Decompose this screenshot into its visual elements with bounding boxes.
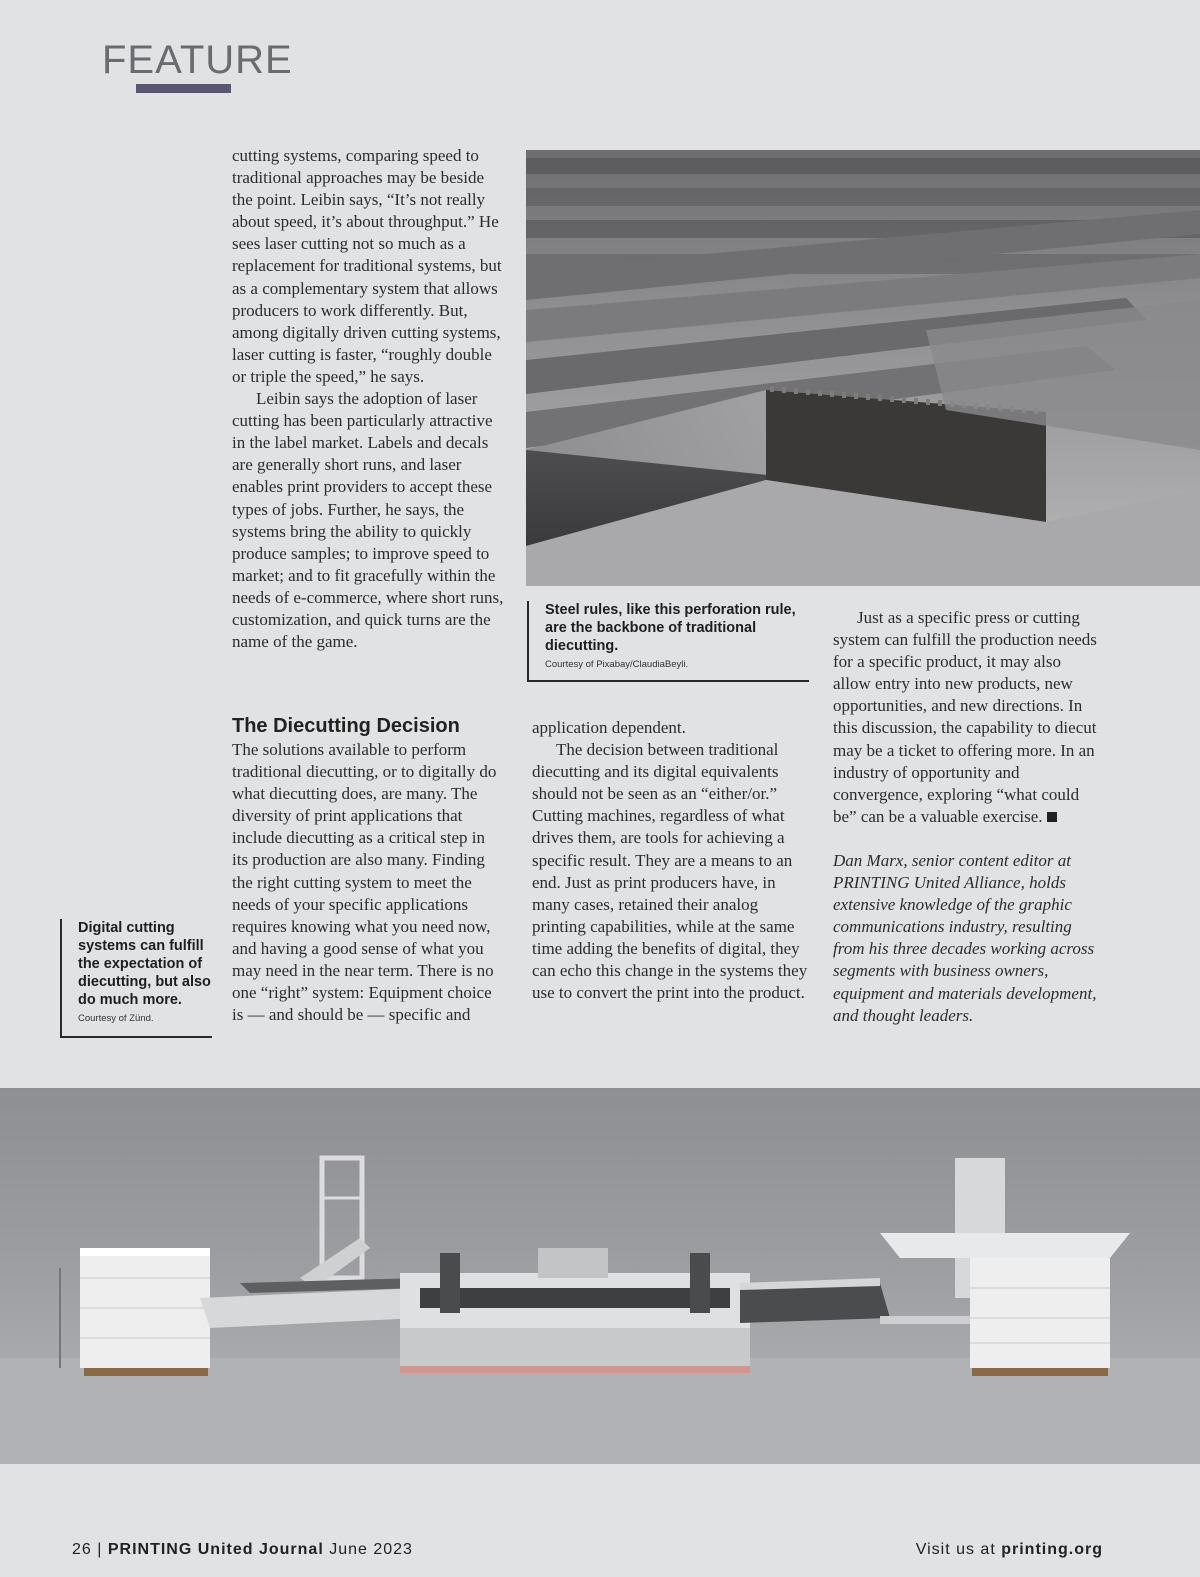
photo-caption — [60, 919, 212, 1038]
publication-name: PRINTING United Journal — [107, 1541, 324, 1558]
cutting-machine-illustration — [0, 1088, 1200, 1464]
caption-title: Steel rules, like this perforation rule, are the backbone of traditional diecutting. — [545, 602, 796, 654]
machine-body — [400, 1248, 750, 1373]
paragraph: The solutions available to perform traditional diecutting, or to digitally do what diecutting does, are many. The diversity of print applications that include diecutting as a critical step in its production are also many. Finding the right cutting system to meet the needs of your specific applications requires knowing what you need now, and having a good sense of what you may need in the near term. There is no one “right” system: Equipment choice is — and should be — specific and — [232, 740, 497, 1025]
steel-rules-illustration — [526, 150, 1200, 586]
footer-publication-info — [72, 1541, 413, 1559]
paragraph-text: Just as a specific press or cutting system can fulfill the production needs for a specific product, it may also allow entry into new products, new opportunities, and new directions. In this discussion, the capability to diecut may be a ticket to offering more. In an industry of opportunity and convergence, exploring “what could be” can be a valuable exercise. — [833, 608, 1097, 826]
paragraph: Leibin says the adoption of laser cutting has been particularly attractive in the label market. Labels and decals are generally short runs, and laser enables print providers to accept these types of jobs. Further, he says, the systems bring the ability to quickly produce samples; to improve speed to market; and to fit gracefully within the needs of e-commerce, where short runs, customization, and quick turns are the name of the game. — [232, 389, 504, 652]
article-column-1-bottom — [232, 739, 504, 1026]
website-link[interactable]: printing.org — [1001, 1541, 1103, 1558]
caption-title: Digital cutting systems can fulfill the expectation of diecutting, but also do much more. — [78, 920, 211, 1008]
paragraph: cutting systems, comparing speed to traditional approaches may be beside the point. Leibin says, “It’s not really about speed, it’s about throughput.” He sees laser cutting not so much as a replacement for traditional systems, but as a complementary system that allows producers to work differently. But, among digitally driven cutting systems, laser cutting is faster, “roughly double or triple the speed,” he says. — [232, 146, 502, 386]
end-mark-icon — [1047, 812, 1057, 822]
paragraph: The decision between traditional diecutting and its digital equivalents should not be seen as an “either/or.” Cutting machines, regardless of what drives them, are tools for achieving a specific result. They are a means to an end. Just as print producers have, in many cases, retained their analog printing capabilities, while at the same time adding the benefits of digital, they can echo this change in the systems they use to convert the print into the product. — [532, 740, 808, 1003]
section-heading: The Diecutting Decision — [232, 715, 460, 737]
paragraph — [833, 607, 1103, 828]
issue-date: June 2023 — [329, 1541, 413, 1558]
photo-caption — [527, 601, 809, 682]
stacker-right — [880, 1158, 1130, 1376]
caption-credit: Courtesy of Pixabay/ClaudiaBeyli. — [545, 659, 689, 670]
section-accent-bar — [136, 84, 231, 93]
feeder-tower — [300, 1158, 370, 1288]
digital-cutting-system-photo — [0, 1088, 1200, 1464]
article-column-2 — [532, 717, 808, 1004]
visit-label: Visit us at — [915, 1541, 996, 1558]
paragraph: application dependent. — [532, 718, 686, 737]
steel-rules-photo — [526, 150, 1200, 586]
section-label: FEATURE — [102, 38, 293, 82]
footer-separator: | — [97, 1541, 103, 1558]
article-column-3 — [833, 607, 1103, 1027]
caption-credit: Courtesy of Zünd. — [78, 1013, 154, 1024]
footer-website — [916, 1541, 1103, 1559]
paper-stack-left — [60, 1248, 210, 1376]
author-bio: Dan Marx, senior content editor at PRINTING United Alliance, holds extensive knowledge of the graphic communications industry, resulting from his three decades working across segments with business owners, equipment and materials development, and thought leaders. — [833, 850, 1097, 1025]
article-column-1-top — [232, 145, 504, 653]
page-number: 26 — [72, 1541, 92, 1558]
